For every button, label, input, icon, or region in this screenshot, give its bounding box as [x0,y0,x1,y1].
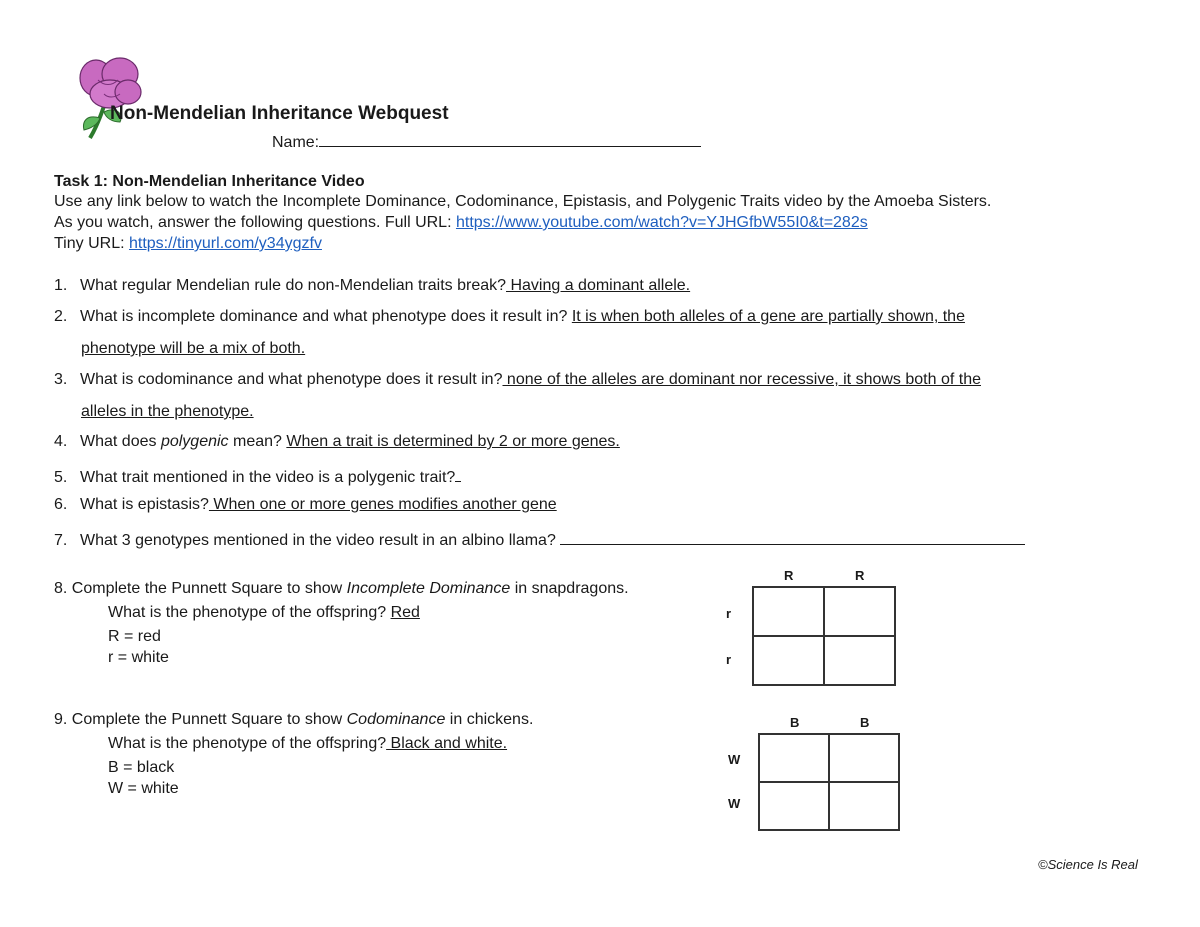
flower-logo-icon [74,56,146,140]
question-number: 3. [54,371,68,388]
punnett2-top-label: B [860,715,870,730]
question-number: 4. [54,433,68,450]
question-text: What is codominance and what phenotype does it result in? [80,371,503,388]
task1-url-line [54,214,868,232]
question-text: What is epistasis? [80,496,209,513]
question-2 [54,308,965,326]
question-6 [54,496,557,514]
name-blank[interactable] [319,130,701,147]
q9-suffix: in chickens. [445,711,534,728]
punnett-cell[interactable] [753,587,824,636]
question-number: 5. [54,469,68,486]
punnett-square-1 [752,586,896,686]
answer-text[interactable]: When a trait is determined by 2 or more genes. [286,433,620,450]
punnett-cell[interactable] [753,636,824,685]
question-8 [54,580,629,598]
question-number: 2. [54,308,68,325]
name-field[interactable] [272,130,701,152]
question-text-end: mean? [228,433,287,450]
page-title: Non-Mendelian Inheritance Webquest [110,103,449,124]
phenotype-question: What is the phenotype of the offspring? [108,604,391,621]
q9-phenotype [108,735,507,753]
question-text: What is incomplete dominance and what phenotype does it result in? [80,308,572,325]
punnett1-top-label: R [784,568,794,583]
full-url-label: As you watch, answer the following questions. Full URL: [54,214,456,231]
copyright: ©Science Is Real [1038,857,1138,872]
name-label: Name: [272,134,320,151]
question-4 [54,433,620,451]
punnett-cell[interactable] [829,782,899,830]
q8-key-1: R = red [108,628,161,645]
q9-key-1: B = black [108,759,175,776]
q8-key-2: r = white [108,649,169,666]
tiny-url-line [54,235,322,253]
question-text: What regular Mendelian rule do non-Mendelian traits break? [80,277,507,294]
q8-prefix: 8. Complete the Punnett Square to show [54,580,347,597]
tiny-url-label: Tiny URL: [54,235,129,252]
question-number: 7. [54,532,68,549]
question-7 [54,528,1025,550]
phenotype-question: What is the phenotype of the offspring? [108,735,387,752]
q8-suffix: in snapdragons. [510,580,629,597]
question-emphasis: polygenic [160,433,229,450]
question-5 [54,465,461,487]
question-text: What 3 genotypes mentioned in the video result in an albino llama? [80,532,561,549]
answer-text[interactable]: It is when both alleles of a gene are partially shown, the [571,308,965,325]
q8-phenotype [108,604,420,622]
question-number: 1. [54,277,68,294]
answer-continuation[interactable]: alleles in the phenotype. [81,403,254,420]
punnett-cell[interactable] [759,782,829,830]
question-text: What does [80,433,161,450]
full-url-link[interactable]: https://www.youtube.com/watch?v=YJHGfbW55I0&t=282s [455,214,868,231]
question-3 [54,371,981,389]
punnett-cell[interactable] [759,734,829,782]
answer-blank[interactable] [560,528,1025,545]
tiny-url-link[interactable]: https://tinyurl.com/y34ygzfv [128,235,322,252]
punnett2-side-label: W [728,752,741,767]
punnett-cell[interactable] [824,636,895,685]
punnett2-top-label: B [790,715,800,730]
answer-text[interactable]: Having a dominant allele. [506,277,691,294]
q9-prefix: 9. Complete the Punnett Square to show [54,711,347,728]
question-1 [54,277,690,295]
punnett1-side-label: r [726,606,732,621]
punnett2-side-label: W [728,796,741,811]
q8-emphasis: Incomplete Dominance [346,580,511,597]
answer-blank[interactable] [455,465,461,482]
task1-heading: Task 1: Non-Mendelian Inheritance Video [54,173,365,190]
punnett-cell[interactable] [824,587,895,636]
answer-text[interactable]: none of the alleles are dominant nor recessive, it shows both of the [502,371,981,388]
phenotype-answer[interactable]: Black and white. [386,735,508,752]
phenotype-answer[interactable]: Red [390,604,420,621]
answer-text[interactable]: When one or more genes modifies another gene [208,496,557,513]
punnett-square-2 [758,733,900,831]
question-9 [54,711,533,729]
q9-key-2: W = white [108,780,179,797]
task1-intro: Use any link below to watch the Incomplete Dominance, Codominance, Epistasis, and Polygenic Traits video by the Amoeba Sisters. [54,193,992,210]
question-text: What trait mentioned in the video is a polygenic trait? [80,469,456,486]
q9-emphasis: Codominance [346,711,446,728]
punnett1-top-label: R [855,568,865,583]
punnett1-side-label: r [726,652,732,667]
answer-continuation[interactable]: phenotype will be a mix of both. [81,340,306,357]
punnett-cell[interactable] [829,734,899,782]
question-number: 6. [54,496,68,513]
